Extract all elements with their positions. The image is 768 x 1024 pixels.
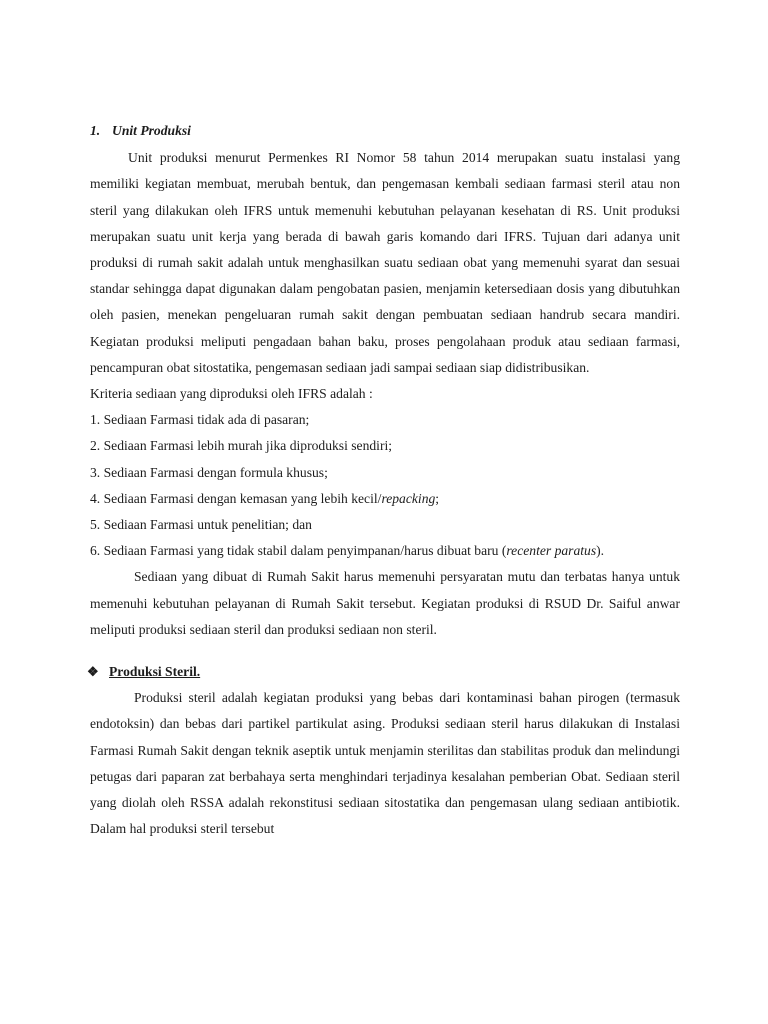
criteria-item-3: 3. Sediaan Farmasi dengan formula khusus; [90, 464, 328, 480]
criteria-item-2: 2. Sediaan Farmasi lebih murah jika diproduksi sendiri; [90, 438, 393, 454]
section-number: 1. [90, 123, 101, 138]
criteria-list [90, 407, 680, 564]
criteria-intro: Kriteria sediaan yang diproduksi oleh IFRS adalah : [90, 386, 373, 402]
paragraph-rumah-sakit: Sediaan yang dibuat di Rumah Sakit harus memenuhi persyaratan mutu dan terbatas hanya untuk memenuhi kebutuhan pelayanan di Rumah Sakit tersebut. Kegiatan produksi di RSUD Dr. Saiful anwar meliputi produksi sediaan steril dan produksi sediaan non steril. [90, 569, 680, 637]
criteria-item-4: 4. Sediaan Farmasi dengan kemasan yang lebih kecil/repacking; [90, 490, 440, 506]
section-title: Unit Produksi [112, 123, 191, 138]
criteria-item-6: 6. Sediaan Farmasi yang tidak stabil dalam penyimpanan/harus dibuat baru (recenter paratus). [90, 543, 605, 559]
section-spacer [90, 643, 680, 659]
section-heading-unit-produksi [90, 118, 680, 144]
criteria-item-1: 1. Sediaan Farmasi tidak ada di pasaran; [90, 412, 310, 428]
paragraph-unit-produksi: Unit produksi menurut Permenkes RI Nomor 58 tahun 2014 merupakan suatu instalasi yang memiliki kegiatan membuat, merubah bentuk, dan pengemasan kembali sediaan farmasi steril atau non steril yang dilakukan oleh IFRS untuk memenuhi kebutuhan pelayanan kesehatan di RS. Unit produksi merupakan suatu unit kerja yang berada di bawah garis komando dari IFRS. Tujuan dari adanya unit produksi di rumah sakit adalah untuk menghasilkan suatu sediaan obat yang memenuhi syarat dan sesuai standar sehingga dapat digunakan dalam pengobatan pasien, menjamin ketersediaan dosis yang dibutuhkan oleh pasien, menekan pengeluaran rumah sakit dengan pembuatan sediaan handrub secara mandiri. Kegiatan produksi meliputi pengadaan bahan baku, proses pengolahaan produk atau sediaan farmasi, pencampuran obat sitostatika, pengemasan sediaan jadi sampai sediaan siap didistribusikan. [90, 150, 680, 375]
criteria-item-5: 5. Sediaan Farmasi untuk penelitian; dan [90, 517, 312, 533]
section-heading-produksi-steril [87, 659, 680, 685]
document-body [87, 118, 680, 842]
section-title: Produksi Steril. [109, 664, 201, 680]
diamond-bullet-icon: ❖ [87, 664, 99, 680]
paragraph-produksi-steril: Produksi steril adalah kegiatan produksi yang bebas dari kontaminasi bahan pirogen (termasuk endotoksin) dan bebas dari partikel partikulat asing. Produksi sediaan steril harus dilakukan di Instalasi Farmasi Rumah Sakit dengan teknik aseptik untuk menjamin sterilitas dan stabilitas produk dan melindungi petugas dari paparan zat berbahaya serta menghindari terjadinya kesalahan pemberian Obat. Sediaan steril yang diolah oleh RSSA adalah rekonstitusi sediaan sitostatika dan pengemasan ulang sediaan antibiotik. Dalam hal produksi steril tersebut [90, 690, 680, 837]
